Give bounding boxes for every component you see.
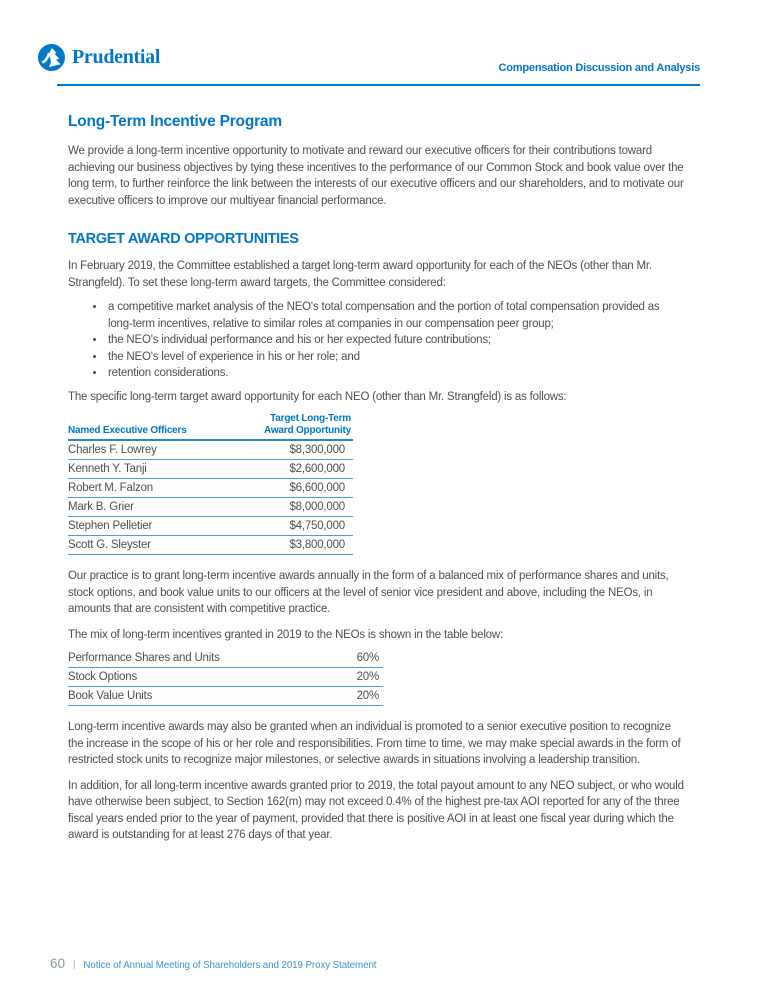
mix-percentage: 20% bbox=[356, 690, 379, 702]
page-footer bbox=[50, 956, 376, 971]
table-row bbox=[68, 479, 353, 498]
officer-name: Robert M. Falzon bbox=[68, 482, 153, 494]
prudential-rock-icon bbox=[38, 44, 65, 71]
mix-percentage: 60% bbox=[356, 652, 379, 664]
section-header-label: Compensation Discussion and Analysis bbox=[498, 62, 700, 74]
officer-name: Scott G. Sleyster bbox=[68, 539, 151, 551]
award-amount: $4,750,000 bbox=[289, 520, 345, 532]
column-header-officers: Named Executive Officers bbox=[68, 424, 187, 436]
table-row bbox=[68, 668, 383, 687]
officer-name: Kenneth Y. Tanji bbox=[68, 463, 147, 475]
mix-lead-in-paragraph: The mix of long-term incentives granted in 2019 to the NEOs is shown in the table below: bbox=[68, 628, 503, 641]
list-item: • the NEO's level of experience in his or her role; and bbox=[106, 349, 684, 366]
list-item: • retention considerations. bbox=[106, 365, 684, 382]
officer-name: Mark B. Grier bbox=[68, 501, 134, 513]
footer-divider: | bbox=[73, 959, 76, 969]
table-header-row bbox=[68, 413, 353, 441]
table-row bbox=[68, 441, 353, 460]
incentive-mix-table bbox=[68, 649, 383, 706]
officer-name: Stephen Pelletier bbox=[68, 520, 153, 532]
column-header-opportunity bbox=[264, 413, 353, 436]
award-amount: $8,300,000 bbox=[289, 444, 345, 456]
column-header-line: Target Long-Term bbox=[270, 413, 351, 424]
list-item: • the NEO's individual performance and his or her expected future contributions; bbox=[106, 332, 684, 349]
page-title: Long-Term Incentive Program bbox=[68, 113, 282, 130]
section-162m-paragraph: In addition, for all long-term incentive awards granted prior to 2019, the total payout amount to any NEO subject, or who would have otherwise been subject, to Section 162(m) may not exceed 0.4% of the highest pre-tax AOI reported for any of the three fiscal years ended prior to the year of payment, provided that there is positive AOI in at least one fiscal year during which the award is outstanding for at least 276 days of that year. bbox=[68, 779, 684, 841]
mix-label: Book Value Units bbox=[68, 690, 153, 702]
table-row bbox=[68, 649, 383, 668]
table-lead-in-paragraph: The specific long-term target award opportunity for each NEO (other than Mr. Strangfeld) is as follows: bbox=[68, 390, 567, 403]
table-row bbox=[68, 498, 353, 517]
award-amount: $3,800,000 bbox=[289, 539, 345, 551]
list-item: • a competitive market analysis of the NEO's total compensation and the portion of total compensation provided as long-term incentives, relative to similar roles at companies in our compensation peer group; bbox=[106, 299, 684, 332]
page-number: 60 bbox=[50, 956, 66, 971]
prudential-logo bbox=[38, 44, 160, 71]
table-row bbox=[68, 460, 353, 479]
award-amount: $2,600,000 bbox=[289, 463, 345, 475]
target-award-heading: TARGET AWARD OPPORTUNITIES bbox=[68, 231, 299, 247]
promotion-paragraph: Long-term incentive awards may also be granted when an individual is promoted to a senior executive position to recognize the increase in the scope of his or her role and responsibilities. From time to time, we may make special awards in the form of restricted stock units to recognize major milestones, or selective awards in situations involving a leadership transition. bbox=[68, 721, 681, 766]
officer-name: Charles F. Lowrey bbox=[68, 444, 157, 456]
table-row bbox=[68, 517, 353, 536]
intro-paragraph: We provide a long-term incentive opportunity to motivate and reward our executive officers for their contributions toward achieving our business objectives by tying these incentives to the performance of our Common Stock and book value over the long term, to further reinforce the link between the interests of our executive officers and our shareholders, and to motivate our executive officers to improve our multiyear financial performance. bbox=[68, 145, 684, 207]
award-amount: $6,600,000 bbox=[289, 482, 345, 494]
practice-paragraph: Our practice is to grant long-term incentive awards annually in the form of a balanced mix of performance shares and units, stock options, and book value units to our officers at the level of senior vice president and above, including the NEOs, in amounts that are consistent with competitive practice. bbox=[68, 570, 669, 615]
target-award-table bbox=[68, 413, 353, 555]
footer-text: Notice of Annual Meeting of Shareholders and 2019 Proxy Statement bbox=[83, 960, 377, 971]
mix-percentage: 20% bbox=[356, 671, 379, 683]
header-rule bbox=[57, 84, 700, 86]
considerations-list bbox=[68, 299, 684, 382]
column-header-line: Award Opportunity bbox=[264, 424, 351, 436]
table-row bbox=[68, 536, 353, 555]
mix-label: Stock Options bbox=[68, 671, 137, 683]
target-award-paragraph: In February 2019, the Committee established a target long-term award opportunity for each of the NEOs (other than Mr. Strangfeld). To set these long-term award targets, the Committee considered: bbox=[68, 260, 652, 289]
main-content bbox=[68, 108, 684, 844]
award-amount: $8,000,000 bbox=[289, 501, 345, 513]
table-row bbox=[68, 687, 383, 706]
brand-wordmark: Prudential bbox=[72, 46, 161, 68]
mix-label: Performance Shares and Units bbox=[68, 652, 220, 664]
